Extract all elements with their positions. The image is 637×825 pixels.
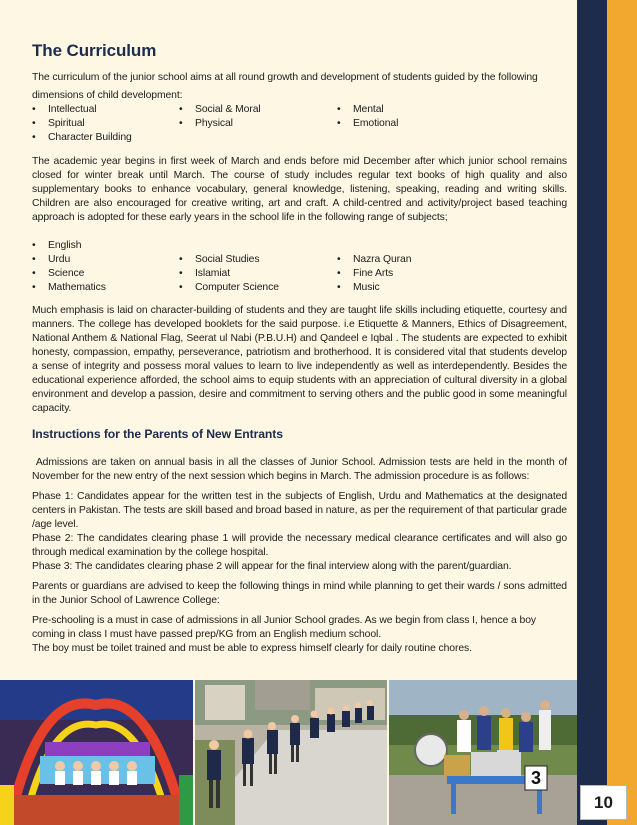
subject-item-label: Science [48,268,85,279]
dimension-item [337,117,537,131]
dimension-item-label: Social & Moral [195,104,261,115]
dimension-item [179,103,337,117]
subject-item-label: Music [353,282,380,293]
parents-advice-paragraph: Parents or guardians are advised to keep the following things in mind while planning to get their wards / sons admitted in the Junior School of Lawrence College: [32,581,567,606]
students-walking-image [195,680,387,825]
dimension-item [32,103,179,117]
content-column [32,40,570,656]
dimensions-list [32,103,567,145]
subject-column-3 [337,253,537,295]
phase-2-paragraph: Phase 2: The candidates clearing phase 1 will provide the necessary medical clearance certificates and will also go through medical examination by the college hospital. [32,533,567,558]
dimension-item [179,117,337,131]
admissions-paragraph: Admissions are taken on annual basis in all the classes of Junior School. Admission tests are held in the month of November for the new entry of the next session which begins in March. The admission procedure is as follows: [32,457,570,482]
dimension-item [337,103,537,117]
phase-1-paragraph: Phase 1: Candidates appear for the written test in the subjects of English, Urdu and Mathematics at the designated centers in Pakistan. The tests are skill based and broad based in nature, as per the requirement of that particular grade /age level. [32,491,567,530]
subject-item [32,253,179,267]
bullet-dot: • [179,104,183,115]
toilet-training-paragraph: The boy must be toilet trained and must be able to express himself clearly for daily routine chores. [32,643,472,654]
band-sign-number: 3 [530,768,542,788]
curriculum-intro-line2: dimensions of child development: [32,90,183,101]
bullet-dot: • [32,240,36,251]
subject-item [32,281,179,295]
bullet-dot: • [337,118,341,129]
photo-students-walking [195,680,387,825]
bullet-dot: • [337,254,341,265]
bullet-dot: • [337,104,341,115]
music-band-image [389,680,577,825]
page-number: 10 [580,785,627,820]
dimension-item [32,117,179,131]
instructions-heading: Instructions for the Parents of New Entrants [32,427,283,441]
bullet-dot: • [179,254,183,265]
navy-side-stripe [577,0,607,825]
phase-3-paragraph: Phase 3: The candidates clearing phase 2 will appear for the final interview along with the parent/guardian. [32,561,512,572]
bullet-dot: • [32,254,36,265]
subject-column-1 [32,239,179,295]
dimension-column-2 [179,103,337,145]
subject-item [179,253,337,267]
bullet-dot: • [179,118,183,129]
dimension-item-label: Physical [195,118,233,129]
bullet-dot: • [337,268,341,279]
subject-item-label: Mathematics [48,282,106,293]
subject-item [337,281,537,295]
dimension-item [32,131,179,145]
dimension-item-label: Character Building [48,132,132,143]
dimension-item-label: Emotional [353,118,399,129]
dimension-column-1 [32,103,179,145]
subject-item-label: Social Studies [195,254,260,265]
subject-item-label: English [48,240,82,251]
character-building-paragraph: Much emphasis is laid on character-building of students and they are taught life skills including etiquette, courtesy and manners. The college has developed booklets for the said purpose. i.e Etiquette & Manners, Ethics of Disagreement, National Anthem & National Flag, Seerat ul Nabi (P.B.U.H) and Qandeel e Iqbal . The students are expected to exhibit honesty, compassion, empathy, perseverance, patriotism and brotherhood. It is considered vital that students develop a sense of integrity and possess moral values to learn to live independently as well as interdependently. Besides the educational experience afforded, the school aims to equip students with an appreciation of cultural diversity in a global environment and develop a passion, desire and commitment to serving others and the public good in some meaningful capacity. [32,305,567,414]
subject-item-label: Nazra Quran [353,254,412,265]
bullet-dot: • [32,132,36,143]
bullet-dot: • [32,118,36,129]
bullet-dot: • [179,268,183,279]
dimension-item-label: Spiritual [48,118,85,129]
subjects-list [32,239,567,295]
photo-playground [0,680,193,825]
dimension-item-label: Intellectual [48,104,97,115]
photo-music-band [389,680,577,825]
subject-item [179,281,337,295]
academic-year-paragraph: The academic year begins in first week of March and ends before mid December after which junior school remains closed for winter break until March. The course of study includes regular text books of high quality and also supplementary books to enhance vocabulary, general knowledge, listening, speaking, reading and writing skills. Children are also encouraged for creative writing, art and craft. A child-centred and activity/project based teaching approach is adopted for these early years in the school life in the following range of subjects; [32,156,567,223]
bullet-dot: • [32,268,36,279]
subject-item-label: Islamiat [195,268,230,279]
pre-schooling-paragraph: Pre-schooling is a must in case of admissions in all Junior School grades. As we begin from class I, hence a boy coming in class I must have passed prep/KG from an English medium school. [32,615,536,640]
subject-item [32,239,179,253]
subject-column-2 [179,253,337,295]
playground-image [0,680,193,825]
subject-item-label: Fine Arts [353,268,394,279]
bullet-dot: • [337,282,341,293]
bullet-dot: • [32,282,36,293]
dimension-column-3 [337,103,537,145]
orange-side-stripe [607,0,637,825]
subject-item-label: Computer Science [195,282,279,293]
photo-strip [0,680,577,825]
bullet-dot: • [179,282,183,293]
curriculum-heading: The Curriculum [32,41,157,60]
subject-item-label: Urdu [48,254,71,265]
dimension-item-label: Mental [353,104,384,115]
curriculum-intro-line1: The curriculum of the junior school aims at all round growth and development of students guided by the following [32,72,538,83]
subject-item [32,267,179,281]
subject-item [337,253,537,267]
subject-item [179,267,337,281]
bullet-dot: • [32,104,36,115]
subject-item [337,267,537,281]
